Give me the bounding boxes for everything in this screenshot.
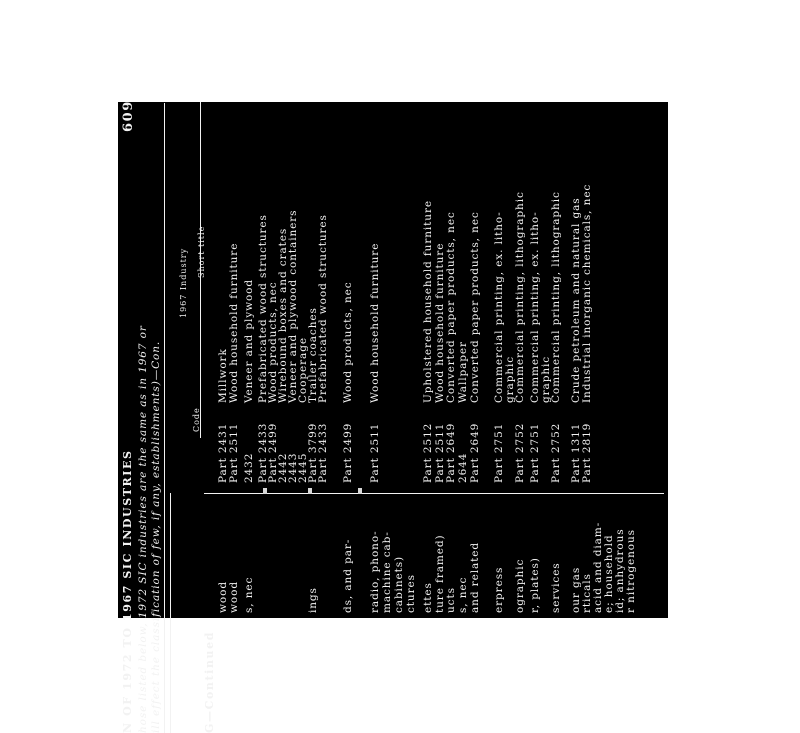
row-title: Veneer and plywood — [243, 278, 255, 403]
group-header: 1967 Industry — [179, 247, 188, 318]
row-title: Wirebound boxes and crates — [277, 227, 289, 403]
row-left-text: s, nec — [457, 576, 469, 613]
row-title: graphic — [540, 355, 552, 403]
row-left-text: ture framed) — [434, 534, 446, 613]
intro-line-2: ill effect the classification of few, if any, establishments)—Con. — [150, 340, 162, 733]
row-title: Crude petroleum and natural gas — [570, 197, 582, 403]
row-code: Part 3799 — [307, 422, 319, 483]
code-header: Code — [192, 407, 201, 432]
row-title: Converted paper products, nec — [445, 211, 457, 403]
brace-mark — [308, 488, 312, 494]
row-code: Part 2511 — [228, 422, 240, 483]
row-left-text: wood — [228, 581, 240, 613]
left-extra-text: e; household — [603, 534, 615, 613]
row-title: Commercial printing, ex. litho- — [529, 211, 541, 403]
row-title: Wood household furniture — [369, 242, 381, 403]
row-code: Part 2499 — [267, 422, 279, 483]
row-title: Prefabricated wood structures — [317, 214, 329, 403]
running-header: N OF 1972 TO 1967 SIC INDUSTRIES — [121, 449, 134, 733]
row-left-text: our gas — [570, 566, 582, 613]
row-left-text: ettes — [422, 582, 434, 613]
left-extra-text: id; anhydrous — [614, 528, 626, 613]
row-code: Part 2499 — [342, 422, 354, 483]
row-left-text: erpress — [493, 566, 505, 613]
row-left-text: rticals — [581, 573, 593, 613]
row-title: Prefabricated wood structures — [257, 214, 269, 403]
row-code: Part 2649 — [445, 422, 457, 483]
row-title: Upholstered household furniture — [422, 200, 434, 403]
row-title: Commercial printing, ex. litho- — [493, 211, 505, 403]
row-title: Wood products, nec — [267, 281, 279, 403]
heading-rule — [164, 103, 165, 733]
title-header: Short title — [197, 225, 206, 278]
row-code: 2432 — [243, 452, 255, 483]
row-left-text: ings — [307, 587, 319, 613]
brace-mark — [358, 488, 362, 494]
left-extra-text: acid and diam- — [592, 521, 604, 613]
left-extra-text: cabinets) — [393, 555, 405, 613]
row-title: Wood household furniture — [228, 242, 240, 403]
row-left-text: wood — [217, 581, 229, 613]
row-title: graphic — [504, 355, 516, 403]
row-code: 2442 — [277, 452, 289, 483]
row-title: Wallpaper — [457, 341, 469, 403]
row-title: Commercial printing, lithographic — [514, 191, 526, 403]
row-title: Wood household furniture — [434, 242, 446, 403]
row-title: Industrial inorganic chemicals, nec — [581, 183, 593, 403]
row-code: Part 2433 — [257, 422, 269, 483]
left-extra-text: ctures — [405, 574, 417, 613]
row-left-text: ds, and par- — [342, 538, 354, 613]
brace-mark — [263, 488, 267, 494]
row-code: Part 2433 — [317, 422, 329, 483]
row-code: Part 2649 — [469, 422, 481, 483]
section-label: G—Continued — [203, 630, 216, 733]
row-title: Converted paper products, nec — [469, 211, 481, 403]
row-code: Part 2512 — [422, 422, 434, 483]
intro-line-1: hose listed below, 1972 SIC industries are the same as in 1967 or — [137, 325, 149, 733]
row-code: 2443 — [287, 452, 299, 483]
column-divider-code — [204, 493, 664, 494]
row-code: Part 2752 — [514, 422, 526, 483]
row-left-text: ucts — [445, 587, 457, 613]
row-code: Part 2511 — [369, 422, 381, 483]
column-divider-left — [170, 493, 171, 733]
row-title: Cooperage — [297, 337, 309, 403]
row-code: Part 1311 — [570, 422, 582, 483]
row-title: Wood products, nec — [342, 281, 354, 403]
row-title: Commercial printing, lithographic — [550, 191, 562, 403]
row-code: Part 2819 — [581, 422, 593, 483]
scanned-page — [118, 100, 668, 733]
row-code: Part 2751 — [493, 422, 505, 483]
row-left-text: machine cab- — [381, 531, 393, 613]
row-left-text: services — [550, 562, 562, 613]
row-left-text: ographic — [514, 558, 526, 613]
row-title: Millwork — [217, 348, 229, 403]
row-title: Veneer and plywood containers — [287, 209, 299, 403]
row-left-text: and related — [469, 542, 481, 613]
row-left-text: s, nec — [243, 576, 255, 613]
row-left-text: radio, phono- — [369, 530, 381, 613]
row-title: Trailer coaches — [307, 307, 319, 403]
row-code: Part 2431 — [217, 422, 229, 483]
row-code: Part 2511 — [434, 422, 446, 483]
row-left-text: r, plates) — [529, 557, 541, 613]
page-number: 609 — [121, 100, 136, 132]
row-code: Part 2752 — [550, 422, 562, 483]
rotated-page-content — [118, 100, 668, 733]
row-code: Part 2751 — [529, 422, 541, 483]
row-code: 2644 — [457, 452, 469, 483]
left-extra-text: r nitrogenous — [625, 529, 637, 613]
row-code: 2445 — [297, 452, 309, 483]
